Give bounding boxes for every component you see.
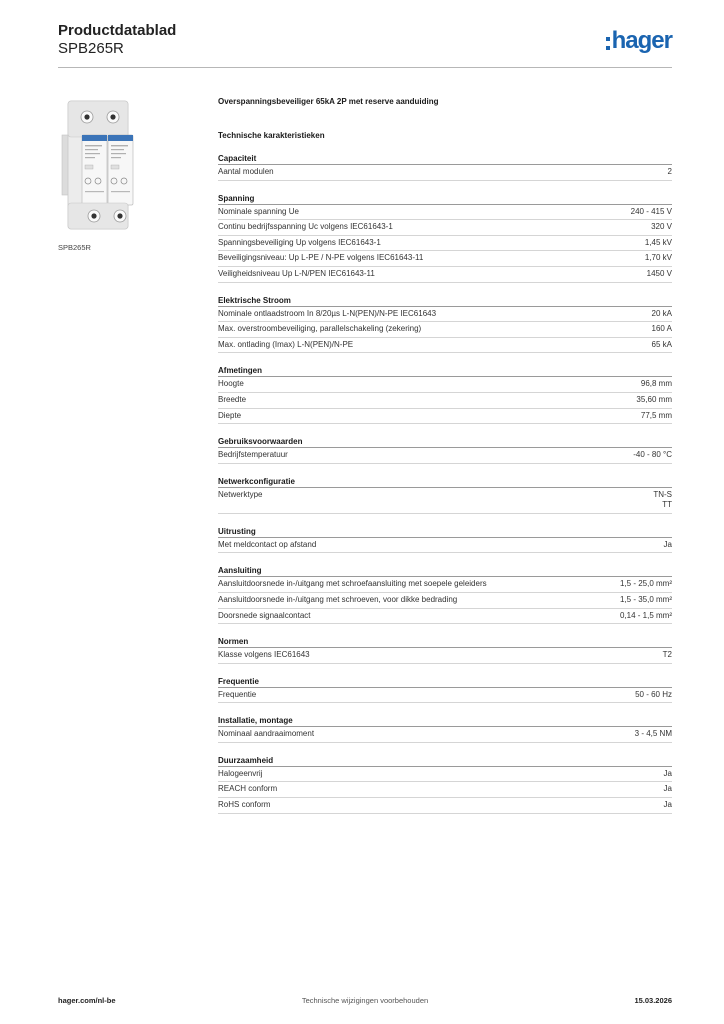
spec-row [218,727,672,743]
spec-value: 1,5 - 35,0 mm² [619,594,672,604]
spec-row [218,688,672,704]
spec-label: RoHS conform [218,800,271,810]
logo-text: hager [611,27,672,54]
spec-row [218,648,672,664]
spec-row [218,782,672,798]
spec-row [218,609,672,625]
spec-value: 96,8 mm [640,379,672,389]
section-title: Normen [218,635,672,648]
section-title: Duurzaamheid [218,754,672,767]
spec-row [218,236,672,252]
section-title: Netwerkconfiguratie [218,475,672,488]
page-header [58,22,672,64]
page-footer [58,996,672,1008]
spec-label: Veiligheidsniveau Up L-N/PEN IEC61643-11 [218,268,375,278]
footer-notice: Technische wijzigingen voorbehouden [301,996,429,1005]
spec-section [218,635,672,664]
spec-value: 77,5 mm [640,410,672,420]
spec-label: Frequentie [218,689,257,699]
spec-row [218,267,672,283]
footer-website: hager.com/nl-be [58,996,116,1005]
spec-value: 20 kA [651,308,672,318]
spec-label: Nominale spanning Ue [218,206,299,216]
spec-row [218,767,672,783]
spec-value: Ja [663,768,672,778]
spec-sections [218,152,672,814]
product-reference: SPB265R [58,40,124,57]
spec-row [218,393,672,409]
spec-value: 1,70 kV [644,253,672,263]
section-title: Capaciteit [218,152,672,165]
spec-row [218,377,672,393]
spec-label: Klasse volgens IEC61643 [218,650,310,660]
spec-section [218,754,672,814]
spec-value: 160 A [651,324,672,334]
section-title: Spanning [218,192,672,205]
footer-date: 15.03.2026 [634,996,672,1005]
page-title: Productdatablad [58,22,177,39]
spec-section [218,564,672,624]
spec-section [218,192,672,283]
spec-label: Netwerktype [218,489,263,499]
spec-label: Beveiligingsniveau: Up L-PE / N-PE volgens IEC61643-11 [218,253,424,263]
spec-section [218,714,672,743]
spec-label: Aansluitdoorsnede in-/uitgang met schroeven, voor dikke bedrading [218,594,458,604]
spec-label: Max. ontlading (Imax) L-N(PEN)/N-PE [218,339,354,349]
spec-label: Met meldcontact op afstand [218,539,317,549]
spec-value: 240 - 415 V [630,206,672,216]
spec-row [218,338,672,354]
spec-row [218,798,672,814]
section-title: Frequentie [218,675,672,688]
spec-label: Halogeenvrij [218,768,263,778]
spec-section [218,152,672,181]
spec-row [218,577,672,593]
spec-label: Bedrijfstemperatuur [218,450,288,460]
spec-row [218,593,672,609]
section-title: Uitrusting [218,525,672,538]
product-image [58,95,158,237]
section-title: Afmetingen [218,364,672,377]
spec-value: 1,45 kV [644,237,672,247]
spec-value: 0,14 - 1,5 mm² [619,610,672,620]
spec-label: Nominale ontlaadstroom In 8/20µs L-N(PEN)/N-PE IEC61643 [218,308,437,318]
spec-row [218,488,672,514]
spec-label: Spanningsbeveiliging Up volgens IEC61643-1 [218,237,381,247]
spec-value: 1,5 - 25,0 mm² [619,579,672,589]
spec-value: TN-S TT [653,489,672,510]
product-name: Overspanningsbeveiliger 65kA 2P met reserve aanduiding [218,97,439,106]
spec-label: Continu bedrijfsspanning Uc volgens IEC61643-1 [218,222,393,232]
spec-section [218,525,672,554]
spec-row [218,448,672,464]
hager-logo [606,28,672,54]
spec-row [218,251,672,267]
spec-row [218,220,672,236]
surge-protector-illustration [58,95,158,237]
spec-value: 1450 V [646,268,672,278]
header-divider [58,67,672,68]
spec-value: 2 [667,167,672,176]
spec-value: -40 - 80 °C [633,450,672,460]
section-title: Installatie, montage [218,714,672,727]
spec-label: Breedte [218,394,247,404]
spec-section [218,475,672,514]
logo-dots-icon [606,37,610,50]
spec-section [218,294,672,354]
specifications [218,96,672,814]
spec-value: 50 - 60 Hz [635,689,672,699]
spec-row [218,409,672,425]
spec-section [218,435,672,464]
section-title: Gebruiksvoorwaarden [218,435,672,448]
spec-value: Ja [663,800,672,810]
spec-row [218,322,672,338]
spec-value: Ja [663,784,672,794]
spec-label: Nominaal aandraaimoment [218,729,315,739]
spec-row [218,205,672,221]
spec-label: Aantal modulen [218,167,274,176]
section-title: Elektrische Stroom [218,294,672,307]
spec-value: 3 - 4,5 NM [634,729,672,739]
spec-label: Diepte [218,410,242,420]
spec-section [218,675,672,704]
spec-row [218,307,672,323]
spec-label: Doorsnede signaalcontact [218,610,311,620]
spec-value: 320 V [651,222,672,232]
spec-label: Aansluitdoorsnede in-/uitgang met schroefaansluiting met soepele geleiders [218,579,487,589]
spec-label: Hoogte [218,379,244,389]
spec-value: Ja [663,539,672,549]
spec-label: REACH conform [218,784,278,794]
section-title: Aansluiting [218,564,672,577]
spec-value: T2 [662,650,672,660]
spec-value: 35,60 mm [636,394,672,404]
technical-characteristics-heading: Technische karakteristieken [218,131,325,140]
image-caption: SPB265R [58,243,91,252]
spec-value: 65 kA [651,339,672,349]
spec-row [218,165,672,181]
spec-row [218,538,672,554]
spec-label: Max. overstroombeveiliging, parallelschakeling (zekering) [218,324,422,334]
spec-section [218,364,672,424]
